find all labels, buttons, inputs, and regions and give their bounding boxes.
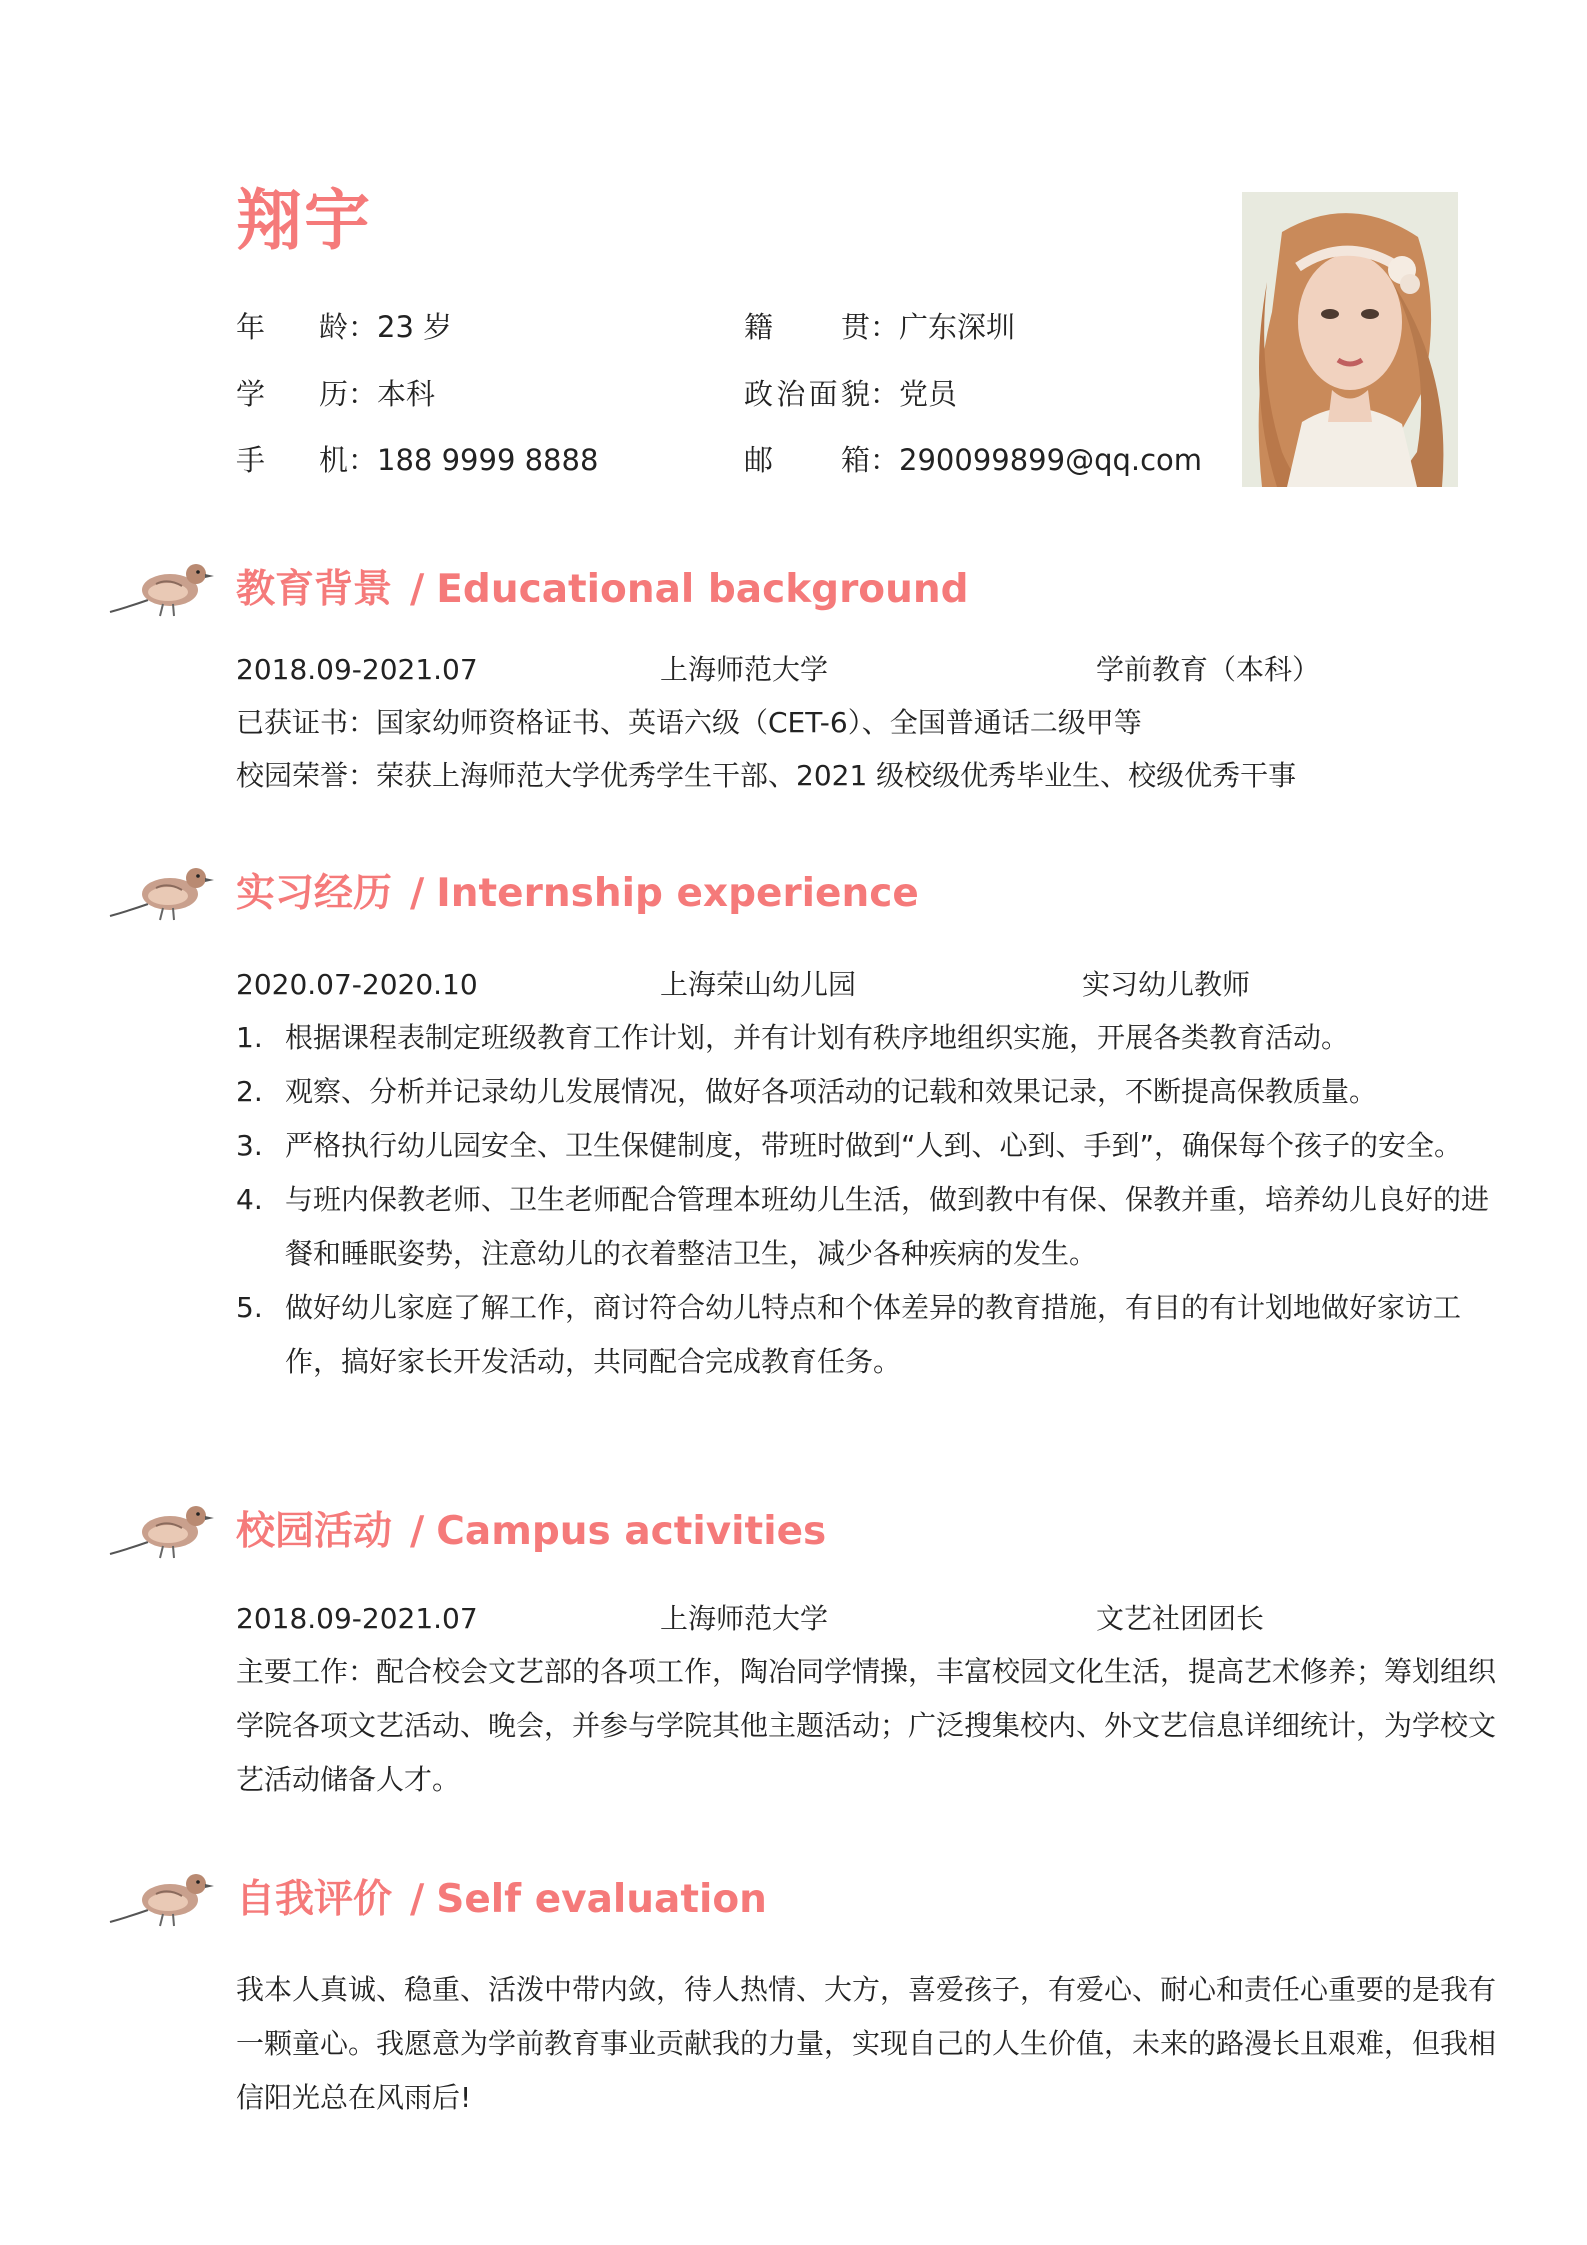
value-political: 党员 [899,377,958,411]
list-item-number: 3. [236,1129,263,1162]
self-evaluation-text: 我本人真诚、稳重、活泼中带内敛，待人热情、大方，喜爱孩子，有爱心、耐心和责任心重要的是我有一颗童心。我愿意为学前教育事业贡献我的力量，实现自己的人生价值，未来的路漫长且艰难，但我相信阳光总在风雨后! [236,1973,1497,2114]
section-title-cn: 自我评价 [236,1877,393,1922]
list-item-number: 1. [236,1021,263,1054]
label-political: 政治面貌 [744,377,870,411]
info-row-education [236,374,435,414]
bird-icon [108,856,218,926]
label-education: 学 历 [236,377,348,411]
colon: ： [348,377,378,411]
colon: ： [870,443,900,477]
list-item-text: 根据课程表制定班级教育工作计划，并有计划有秩序地组织实施，开展各类教育活动。 [285,1021,1350,1054]
campus-school: 上海师范大学 [660,1602,829,1635]
list-item-number: 4. [236,1183,263,1216]
label-age: 年 龄 [236,310,348,344]
section-separator: / [410,1509,425,1554]
colon: ： [348,443,378,477]
education-date: 2018.09-2021.07 [236,653,478,686]
internship-role: 实习幼儿教师 [1082,968,1251,1001]
section-title-cn: 校园活动 [236,1509,393,1554]
section-title-en: Self evaluation [436,1877,767,1922]
education-honors: 校园荣誉：荣获上海师范大学优秀学生干部、2021 级校级优秀毕业生、校级优秀干事 [236,759,1297,792]
portrait-illustration [1242,192,1458,487]
value-age: 23 岁 [377,310,453,344]
section-title-education [236,564,969,616]
info-row-phone [236,440,598,480]
campus-date: 2018.09-2021.07 [236,1602,478,1635]
info-row-age [236,307,452,347]
info-row-political [744,374,957,414]
education-school: 上海师范大学 [660,653,829,686]
portrait-photo [1242,192,1458,487]
section-title-campus [236,1506,826,1558]
list-item-text: 严格执行幼儿园安全、卫生保健制度，带班时做到“人到、心到、手到”，确保每个孩子的安全。 [285,1129,1463,1162]
colon: ： [870,377,900,411]
info-row-email [744,440,1202,480]
section-title-internship [236,868,919,920]
section-title-cn: 教育背景 [236,567,393,612]
colon: ： [348,310,378,344]
campus-description: 主要工作：配合校会文艺部的各项工作，陶冶同学情操，丰富校园文化生活，提高艺术修养；筹划组织学院各项文艺活动、晚会，并参与学院其他主题活动；广泛搜集校内、外文艺信息详细统计，为学校文艺活动储备人才。 [236,1655,1497,1796]
label-hometown: 籍 贯 [744,310,870,344]
campus-role: 文艺社团团长 [1096,1602,1265,1635]
section-separator: / [410,871,425,916]
education-certificates: 已获证书：国家幼师资格证书、英语六级（CET-6）、全国普通话二级甲等 [236,706,1142,739]
value-education: 本科 [377,377,436,411]
list-item-number: 2. [236,1075,263,1108]
list-item-text: 与班内保教老师、卫生老师配合管理本班幼儿生活，做到教中有保、保教并重，培养幼儿良好的进餐和睡眠姿势，注意幼儿的衣着整洁卫生，减少各种疾病的发生。 [285,1183,1490,1270]
section-title-en: Educational background [436,567,969,612]
value-phone: 188 9999 8888 [377,443,599,477]
bird-icon [108,552,218,622]
label-email: 邮 箱 [744,443,870,477]
section-title-en: Internship experience [436,871,919,916]
bird-icon [108,1862,218,1932]
internship-org: 上海荣山幼儿园 [660,968,857,1001]
education-major: 学前教育（本科） [1096,653,1321,686]
value-hometown: 广东深圳 [899,310,1016,344]
section-title-self [236,1874,767,1926]
label-phone: 手 机 [236,443,348,477]
internship-date: 2020.07-2020.10 [236,968,478,1001]
bird-icon [108,1494,218,1564]
candidate-name: 翔宇 [236,182,372,259]
section-separator: / [410,567,425,612]
list-item-text: 做好幼儿家庭了解工作，商讨符合幼儿特点和个体差异的教育措施，有目的有计划地做好家访工作，搞好家长开发活动，共同配合完成教育任务。 [285,1291,1462,1378]
value-email: 290099899@qq.com [899,443,1203,477]
list-item-text: 观察、分析并记录幼儿发展情况，做好各项活动的记载和效果记录，不断提高保教质量。 [285,1075,1378,1108]
section-title-en: Campus activities [436,1509,827,1554]
list-item-number: 5. [236,1291,263,1324]
section-separator: / [410,1877,425,1922]
section-title-cn: 实习经历 [236,871,393,916]
colon: ： [870,310,900,344]
info-row-hometown [744,307,1015,347]
